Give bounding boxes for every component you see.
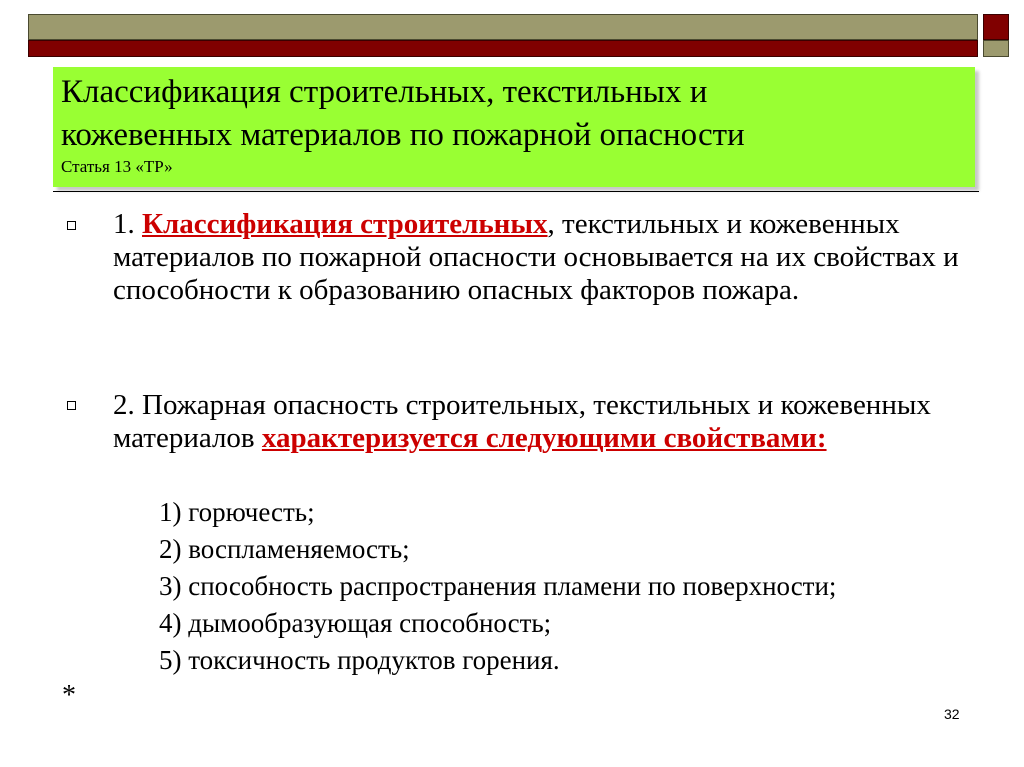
bullet-square-icon [67,221,76,230]
slide-title-line-2: кожевенных материалов по пожарной опасности [61,117,745,153]
list-item: 4) дымообразующая способность; [159,608,552,638]
point-1-rest: , текстильных и кожевенных материалов по пожарной опасности основывается на их свойствах и способности к образованию опасных факторов пожара. [113,208,959,306]
footnote-asterisk: * [62,680,76,711]
slide-title [61,71,965,157]
page-number: 32 [944,706,960,722]
slide-title-line-1: Классификация строительных, текстильных и [61,74,708,110]
title-divider [53,191,979,192]
point-2-prefix: 2. Пожарная опасность строительных, текстильных и кожевенных материалов [113,389,931,454]
list-item: 1) горючесть; [159,497,315,527]
list-item: 3) способность распространения пламени по поверхности; [159,571,837,601]
paragraph-point-1 [113,208,973,307]
paragraph-point-2 [113,389,973,455]
list-item: 5) токсичность продуктов горения. [159,645,560,675]
corner-square-olive [983,40,1009,57]
slide-title-box [53,67,975,187]
header-bar-olive [28,14,978,40]
slide-subtitle: Статья 13 «ТР» [61,157,173,176]
corner-square-maroon [983,14,1009,40]
header-bar-maroon [28,40,978,57]
point-1-highlight: Классификация строительных [142,208,548,240]
point-2-highlight: характеризуется следующими свойствами: [261,422,827,454]
bullet-square-icon [67,401,76,410]
point-1-prefix: 1. [113,208,142,240]
list-item: 2) воспламеняемость; [159,534,410,564]
